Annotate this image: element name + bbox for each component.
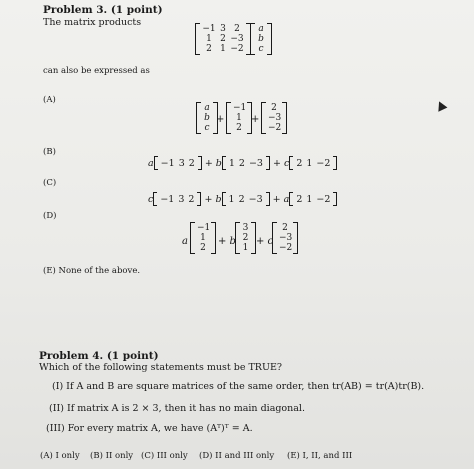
option-d-coef-b: + b <box>218 236 236 247</box>
option-c-label: (C) <box>43 178 57 188</box>
option-d-vector-3: 2 −3 −2 <box>272 222 298 254</box>
statement-ii: (II) If matrix A is 2 × 3, then it has no main diagonal. <box>49 403 305 414</box>
choice-d[interactable]: (D) II and III only <box>199 451 275 461</box>
option-a-vector-2: −1 1 2 <box>226 102 252 134</box>
choice-a[interactable]: (A) I only <box>40 451 80 461</box>
statement-i: (I) If A and B are square matrices of the same order, then tr(AB) = tr(A)tr(B). <box>52 381 425 392</box>
option-d-coef-c: + c <box>256 236 274 247</box>
problem4-intro: Which of the following statements must be TRUE? <box>39 362 282 373</box>
mouse-cursor-icon <box>435 99 448 111</box>
vector-abc: a b c <box>250 23 272 55</box>
option-d-label: (D) <box>43 211 57 221</box>
option-a-vector-3: 2 −3 −2 <box>261 102 287 134</box>
option-a-label: (A) <box>43 95 56 105</box>
option-d-vector-1: −1 1 2 <box>190 222 216 254</box>
problem3-intro: The matrix products <box>43 17 142 28</box>
option-a-vector-1: a b c <box>196 102 218 134</box>
also-expressed-text: can also be expressed as <box>43 66 150 76</box>
option-c-expression: c −1 3 2 + b 1 2 −3 + a 2 1 −2 <box>148 192 337 206</box>
option-a-plus-1: + <box>216 114 225 125</box>
option-d-coef-a: a <box>182 236 188 247</box>
option-e: (E) None of the above. <box>43 266 141 276</box>
option-b-expression: a −1 3 2 + b 1 2 −3 + c 2 1 −2 <box>148 156 337 170</box>
matrix-a: −1 3 2 1 2 −3 2 1 −2 <box>195 23 251 55</box>
choice-e[interactable]: (E) I, II, and III <box>287 451 353 461</box>
choice-b[interactable]: (B) II only <box>90 451 134 461</box>
problem3-title: Problem 3. (1 point) <box>43 4 163 16</box>
option-d-vector-2: 3 2 1 <box>235 222 256 254</box>
statement-iii: (III) For every matrix A, we have (Aᵀ)ᵀ = A. <box>46 423 253 434</box>
problem4-title: Problem 4. (1 point) <box>39 350 159 362</box>
option-a-plus-2: + <box>251 114 260 125</box>
option-b-label: (B) <box>43 147 56 157</box>
choice-c[interactable]: (C) III only <box>141 451 188 461</box>
